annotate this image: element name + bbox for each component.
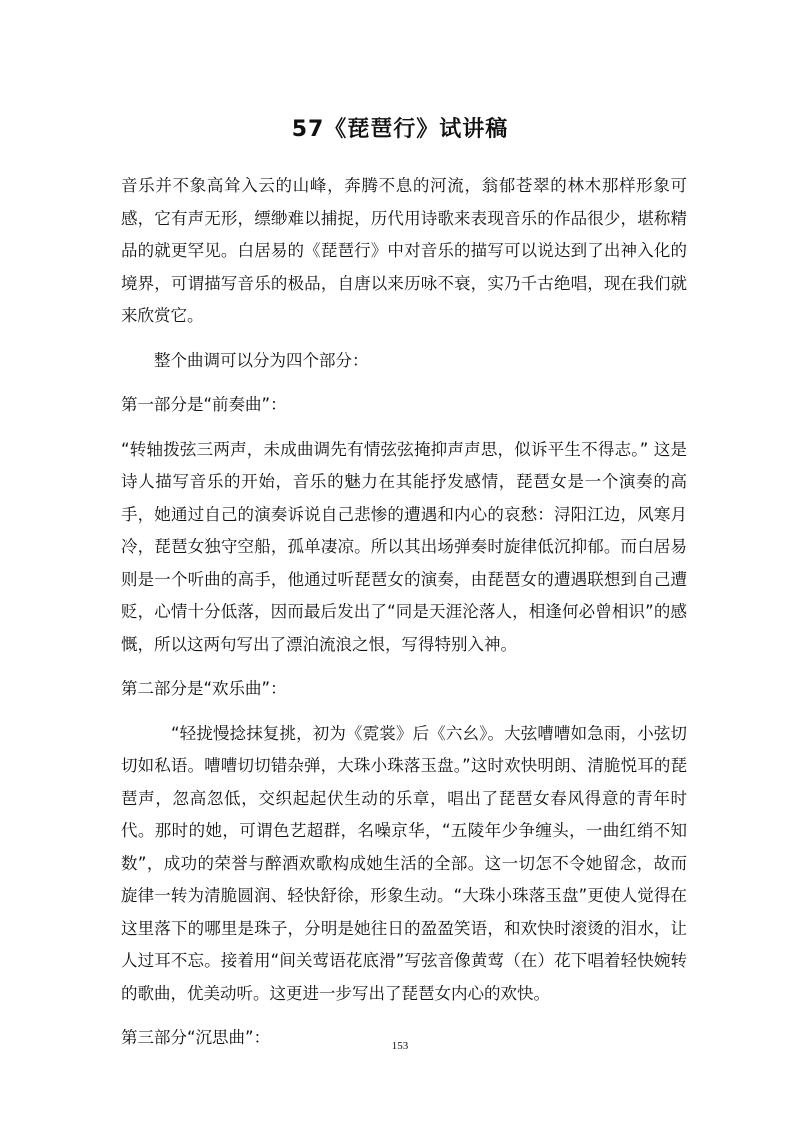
- paragraph-part-one: “转轴拨弦三两声，未成曲调先有情弦弦掩抑声声思，似诉平生不得志。” 这是诗人描写音乐的开始，音乐的魅力在其能抒发感情，琵琶女是一个演奏的高手，她通过自己的演奏诉说自己悲惨的遭遇和内心的哀愁：浔阳江边，风寒月冷，琵琶女独守空船，孤单凄凉。所以其出场弹奏时旋律低沉抑郁。而白居易则是一个听曲的高手，他通过听琵琶女的演奏，由琵琶女的遭遇联想到自己遭贬，心情十分低落，因而最后发出了“同是天涯沦落人，相逢何必曾相识”的感慨，所以这两句写出了漂泊流浪之恨，写得特别入神。: [121, 439, 687, 654]
- section-heading-part-three: 第三部分“沉思曲”：: [121, 1028, 271, 1047]
- section-heading-part-one: 第一部分是“前奏曲”：: [121, 395, 287, 414]
- document-body: [121, 170, 687, 1067]
- page-number: 153: [391, 1040, 409, 1052]
- page-title: 57《琵琶行》试讲稿: [291, 117, 509, 142]
- paragraph-part-two: “轻拢慢捻抹复挑，初为《霓裳》后《六幺》。大弦嘈嘈如急雨，小弦切切如私语。嘈嘈切切错杂弹，大珠小珠落玉盘。”这时欢快明朗、清脆悦耳的琵琶声，忽高忽低，交织起起伏生动的乐章，唱出了琵琶女春风得意的青年时代。那时的她，可谓色艺超群，名噪京华，“五陵年少争缠头，一曲红绡不知数”，成功的荣誉与醉酒欢歌构成她生活的全部。这一切怎不令她留念，故而旋律一转为清脆圆润、轻快舒徐，形象生动。“大珠小珠落玉盘”更使人觉得在这里落下的哪里是珠子，分明是她往日的盈盈笑语，和欢快时滚烫的泪水，让人过耳不忘。接着用“间关莺语花底滑”写弦音像黄莺（在）花下唱着轻快婉转的歌曲，优美动听。这更进一步写出了琵琶女内心的欢快。: [121, 723, 687, 1003]
- section-heading-part-two: 第二部分是“欢乐曲”：: [121, 679, 287, 698]
- paragraph-structure: 整个曲调可以分为四个部分：: [154, 350, 369, 370]
- paragraph-intro: 音乐并不象高耸入云的山峰，奔腾不息的河流，翁郁苍翠的林木那样形象可感，它有声无形，缥缈难以捕捉，历代用诗歌来表现音乐的作品很少，堪称精品的就更罕见。白居易的《琵琶行》中对音乐的描写可以说达到了出神入化的境界，可谓描写音乐的极品，自唐以来历咏不衰，实乃千古绝唱，现在我们就来欣赏它。: [121, 176, 687, 325]
